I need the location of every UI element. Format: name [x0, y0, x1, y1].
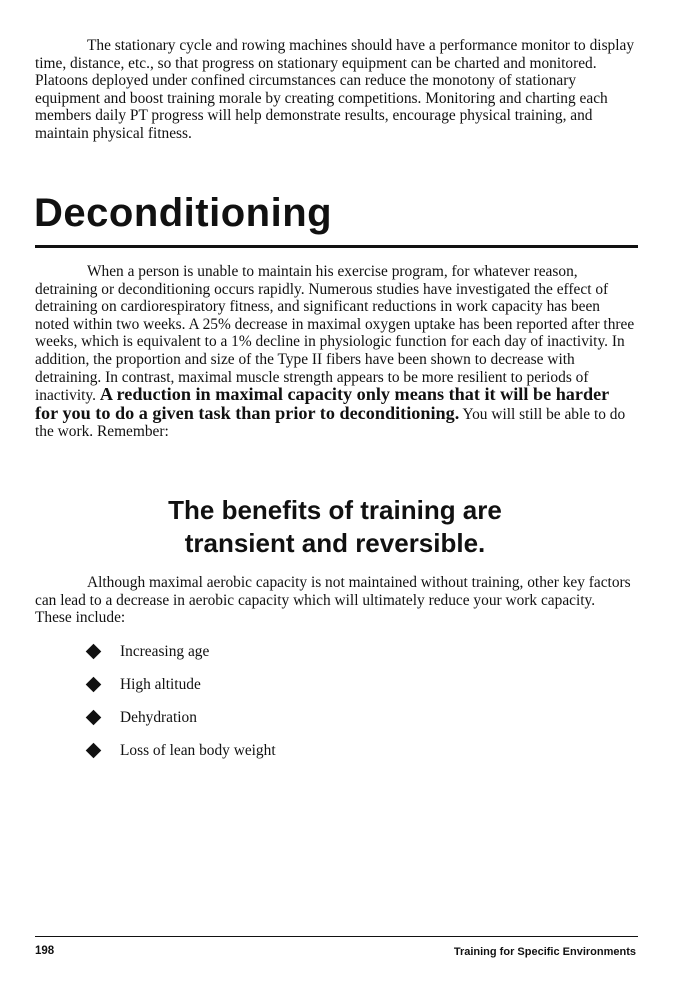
list-item-text: High altitude [120, 676, 201, 693]
list-item-text: Loss of lean body weight [120, 742, 276, 759]
deconditioning-closing-text: You will still be able to do the work. Remember: [35, 405, 626, 441]
running-title: Training for Specific Environments [453, 946, 636, 958]
callout-line-2: transient and reversible. [184, 528, 486, 558]
deconditioning-text: When a person is unable to maintain his exercise program, for whatever reason, detraining or deconditioning occurs rapidly. Numerous studies have investigated the effect of detraining on cardiorespiratory fitness, and significant reductions in work capacity has been noted within two weeks. A 25% decrease in maximal oxygen uptake has been reported after three weeks, which is equivalent to a 1% decline in physiologic function for each day of inactivity. In addition, the proportion and size of the Type II fibers have been shown to decrease with detraining. In contrast, maximal muscle strength appears to be more resilient to periods of inactivity. [35, 263, 635, 405]
page-number: 198 [35, 945, 55, 957]
benefits-callout [35, 494, 635, 560]
list-item-text: Increasing age [120, 643, 210, 660]
diamond-bullet-icon [86, 677, 102, 693]
callout-line-1: The benefits of training are [168, 495, 502, 525]
diamond-bullet-icon [86, 644, 102, 660]
diamond-bullet-icon [86, 710, 102, 726]
factors-paragraph: Although maximal aerobic capacity is not maintained without training, other key factors can lead to a decrease in aerobic capacity which will ultimately reduce your work capacity. These include: [35, 574, 631, 627]
section-heading: Deconditioning [34, 191, 333, 235]
deconditioning-paragraph [35, 263, 635, 441]
intro-paragraph: The stationary cycle and rowing machines should have a performance monitor to display time, distance, etc., so that progress on stationary equipment can be charted and monitored. Platoons deployed under confined circumstances can reduce the monotony of stationary equipment and boost training morale by creating competitions. Monitoring and charting each members daily PT progress will help demonstrate results, encourage physical training, and maintain physical fitness. [35, 37, 635, 142]
footer-rule [35, 936, 638, 937]
heading-rule [35, 245, 638, 248]
diamond-bullet-icon [86, 743, 102, 759]
key-point-bold-text: A reduction in maximal capacity only means that it will be harder for you to do a given task than prior to deconditioning. [35, 384, 609, 423]
list-item-text: Dehydration [120, 709, 197, 726]
